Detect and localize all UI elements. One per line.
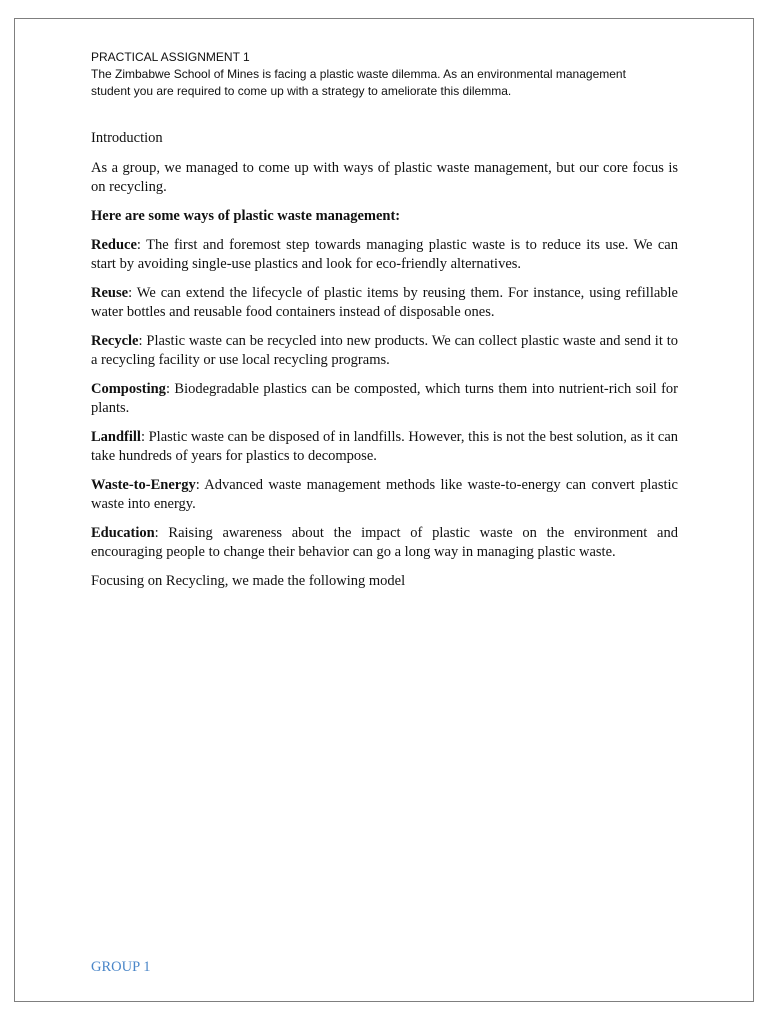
assignment-prompt-line-1: The Zimbabwe School of Mines is facing a plastic waste dilemma. As an environmental management — [91, 67, 626, 81]
introduction-heading: Introduction — [91, 130, 163, 146]
method-term: Reuse — [91, 285, 129, 301]
group-label: GROUP 1 — [91, 959, 151, 975]
method-term: Waste-to-Energy — [91, 477, 196, 493]
method-term: Recycle — [91, 333, 139, 349]
document-body — [91, 129, 678, 601]
assignment-header — [91, 49, 681, 100]
method-composting — [91, 380, 678, 418]
assignment-prompt-line-2: student you are required to come up with a strategy to ameliorate this dilemma. — [91, 84, 512, 98]
method-term: Composting — [91, 381, 166, 397]
method-description: : We can extend the lifecycle of plastic items by reusing them. For instance, using refillable water bottles and reusable food containers instead of disposable ones. — [91, 285, 678, 320]
method-recycle — [91, 332, 678, 370]
method-reduce — [91, 236, 678, 274]
method-description: : The first and foremost step towards managing plastic waste is to reduce its use. We can start by avoiding single-use plastics and look for eco-friendly alternatives. — [91, 237, 678, 272]
method-reuse — [91, 284, 678, 322]
method-education — [91, 524, 678, 562]
method-waste-to-energy — [91, 476, 678, 514]
assignment-title: PRACTICAL ASSIGNMENT 1 — [91, 50, 250, 64]
method-description: : Plastic waste can be recycled into new products. We can collect plastic waste and send it to a recycling facility or use local recycling programs. — [91, 333, 678, 368]
closing-paragraph: Focusing on Recycling, we made the following model — [91, 573, 406, 589]
introduction-paragraph: As a group, we managed to come up with ways of plastic waste management, but our core focus is on recycling. — [91, 160, 678, 195]
method-description: : Advanced waste management methods like waste-to-energy can convert plastic waste into energy. — [91, 477, 678, 512]
method-term: Reduce — [91, 237, 137, 253]
method-term: Education — [91, 525, 155, 541]
method-description: : Biodegradable plastics can be composted, which turns them into nutrient-rich soil for plants. — [91, 381, 678, 416]
method-term: Landfill — [91, 429, 141, 445]
methods-heading: Here are some ways of plastic waste management: — [91, 208, 401, 224]
method-description: : Raising awareness about the impact of plastic waste on the environment and encouraging people to change their behavior can go a long way in managing plastic waste. — [91, 525, 678, 560]
method-description: : Plastic waste can be disposed of in landfills. However, this is not the best solution, as it can take hundreds of years for plastics to decompose. — [91, 429, 679, 464]
method-landfill — [91, 428, 678, 466]
document-page — [14, 18, 754, 1002]
